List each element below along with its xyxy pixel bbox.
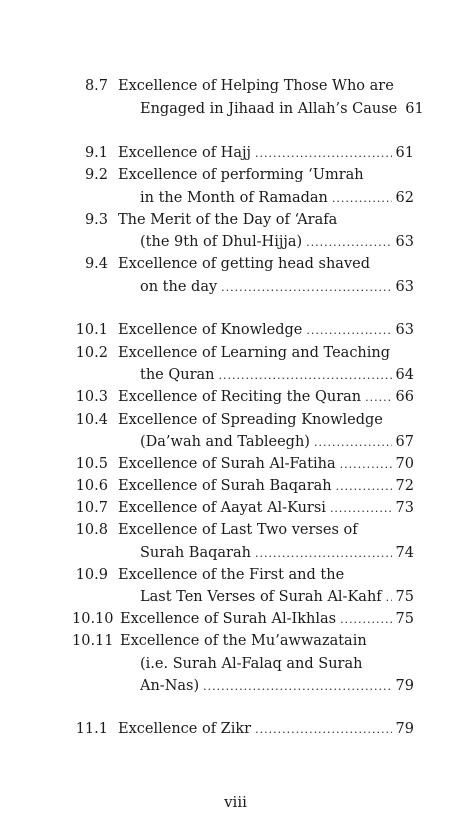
page-number: 73 (395, 500, 414, 516)
page-number: 63 (395, 234, 414, 250)
entry-title-line (140, 434, 414, 450)
dot-leader (219, 369, 392, 382)
entry-title-text: Excellence of Hajj (118, 145, 251, 161)
entry-title-line: The Merit of the Day of ‘Arafa (118, 212, 338, 228)
entry-title-text: (the 9th of Dhul-Hijja) (140, 234, 303, 250)
entry-title-text: Excellence of Reciting the Quran (118, 389, 362, 405)
section-number: 9.3 (84, 212, 108, 228)
section-number: 10.3 (75, 389, 108, 405)
section-number: 9.2 (84, 167, 108, 183)
page-number: 67 (395, 434, 414, 450)
dot-leader (255, 723, 391, 736)
section-number: 9.4 (84, 256, 108, 272)
page-number: 62 (395, 190, 414, 206)
entry-title-line (140, 545, 414, 561)
entry-title-text: Excellence of Surah Al-Fatiha (118, 456, 336, 472)
entry-title-line (118, 500, 414, 516)
entry-title-line (118, 456, 414, 472)
dot-leader (203, 680, 391, 693)
page-number: 79 (395, 721, 414, 737)
section-number: 11.1 (75, 721, 108, 737)
entry-title-line: Excellence of the First and the (118, 567, 345, 583)
section-number: 10.5 (75, 456, 108, 472)
dot-leader (340, 613, 391, 626)
entry-title-text: Last Ten Verses of Surah Al-Kahf (140, 589, 382, 605)
page-folio: viii (224, 793, 247, 811)
entry-title-line (140, 367, 414, 383)
entry-title-line (118, 322, 414, 338)
entry-title-text: Surah Baqarah (140, 545, 251, 561)
entry-title-line (140, 101, 424, 117)
entry-title-text: on the day (140, 279, 218, 295)
entry-title-line (140, 678, 414, 694)
entry-title-text: Engaged in Jihaad in Allah’s Cause (140, 101, 398, 117)
dot-leader (332, 192, 392, 205)
dot-leader (386, 591, 392, 604)
entry-title-text: in the Month of Ramadan (140, 190, 328, 206)
entry-title-text: An-Nas) (140, 678, 200, 694)
section-number: 10.4 (75, 412, 108, 428)
page-number: 63 (395, 279, 414, 295)
section-number: 10.1 (75, 322, 108, 338)
dot-leader (255, 547, 392, 560)
page-number: 74 (395, 545, 414, 561)
entry-title-line: Excellence of performing ‘Umrah (118, 167, 364, 183)
entry-title-line (118, 145, 414, 161)
entry-title-text: Excellence of Zikr (118, 721, 252, 737)
section-number: 10.11 (72, 633, 114, 649)
page-number: 72 (395, 478, 414, 494)
entry-title-text: Excellence of Surah Al-Ikhlas (120, 611, 337, 627)
page-number: 61 (405, 101, 424, 117)
section-number: 10.9 (75, 567, 108, 583)
entry-title-text: Excellence of Surah Baqarah (118, 478, 332, 494)
section-number: 8.7 (84, 78, 108, 94)
dot-leader (330, 502, 392, 515)
page-number: 79 (395, 678, 414, 694)
dot-leader (221, 281, 391, 294)
entry-title-line (118, 389, 414, 405)
entry-title-text: Excellence of Knowledge (118, 322, 303, 338)
page-number: 64 (395, 367, 414, 383)
entry-title-text: Excellence of Aayat Al-Kursi (118, 500, 326, 516)
section-number: 10.8 (75, 522, 108, 538)
page-number: 63 (395, 322, 414, 338)
entry-title-text: the Quran (140, 367, 215, 383)
section-number: 10.7 (75, 500, 108, 516)
entry-title-line (140, 279, 414, 295)
entry-title-line: (i.e. Surah Al-Falaq and Surah (140, 656, 363, 672)
page-number: 75 (395, 589, 414, 605)
entry-title-line: Excellence of Last Two verses of (118, 522, 358, 538)
entry-title-line (118, 478, 414, 494)
entry-title-line (140, 589, 414, 605)
dot-leader (306, 236, 391, 249)
entry-title-line: Excellence of Spreading Knowledge (118, 412, 383, 428)
section-number: 10.6 (75, 478, 108, 494)
dot-leader (365, 391, 391, 404)
dot-leader (336, 480, 392, 493)
section-number: 10.10 (72, 611, 114, 627)
page-number: 61 (395, 145, 414, 161)
entry-title-line (120, 611, 414, 627)
dot-leader (255, 147, 392, 160)
entry-title-line: Excellence of the Mu’awwazatain (120, 633, 367, 649)
dot-leader (306, 324, 391, 337)
entry-title-line (140, 234, 414, 250)
page-number: 66 (395, 389, 414, 405)
page-number: 75 (395, 611, 414, 627)
page-number: 70 (395, 456, 414, 472)
dot-leader (314, 436, 392, 449)
section-number: 10.2 (75, 345, 108, 361)
section-number: 9.1 (84, 145, 108, 161)
entry-title-line (118, 721, 414, 737)
entry-title-line (140, 190, 414, 206)
dot-leader (340, 458, 392, 471)
entry-title-line: Excellence of Learning and Teaching (118, 345, 391, 361)
entry-title-line: Excellence of getting head shaved (118, 256, 370, 272)
entry-title-text: (Da’wah and Tableegh) (140, 434, 310, 450)
entry-title-line: Excellence of Helping Those Who are (118, 78, 394, 94)
